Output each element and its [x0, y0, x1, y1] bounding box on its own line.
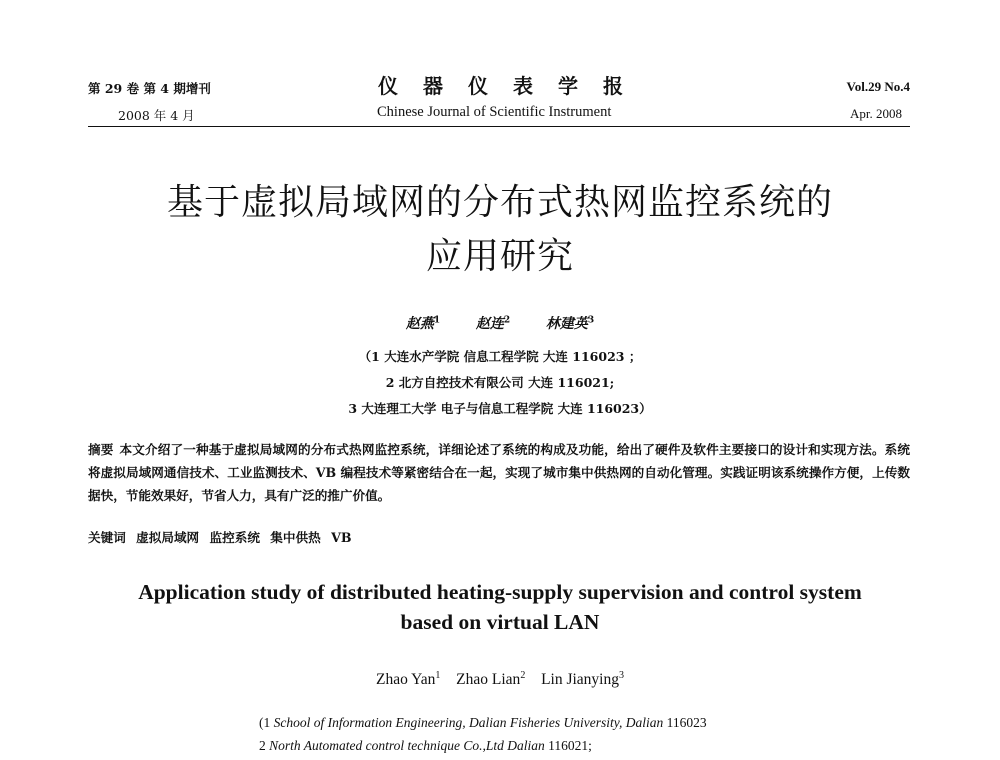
abstract-label: 摘要 [88, 442, 114, 457]
affiliation-cn-1: （1 大连水产学院 信息工程学院 大连 116023 ； [358, 349, 642, 364]
keywords-label: 关键词 [88, 530, 126, 545]
affiliation-cn-3: 3 大连理工大学 电子与信息工程学院 大连 116023） [348, 401, 652, 416]
date-cn: 2008 年 4 月 [118, 108, 195, 123]
title-en-line2: based on virtual LAN [400, 610, 600, 634]
author-en-3: Lin Jianying$^3$ [541, 670, 624, 689]
keyword-item: 集中供热 [270, 530, 321, 545]
journal-title-en: Chinese Journal of Scientific Instrument [377, 104, 612, 120]
title-en-line1: Application study of distributed heating-supply supervision and control system [138, 580, 862, 604]
authors-en [0, 670, 1000, 689]
keyword-item: 监控系统 [209, 530, 260, 545]
affiliation-cn-2: 2 北方自控技术有限公司 大连 116021; [385, 375, 615, 390]
title-cn-line1: 基于虚拟局域网的分布式热网监控系统的 [166, 182, 833, 223]
author-en-2: Zhao Lian$^2$ [456, 670, 526, 689]
volume-issue-en: Vol.29 No.4 [846, 79, 910, 94]
author-en-1: Zhao Yan$^1$ [376, 670, 441, 689]
authors-cn [0, 313, 1000, 333]
volume-issue-cn: 第 29 卷 第 4 期增刊 [88, 81, 211, 96]
keyword-item: 虚拟局域网 [136, 530, 200, 545]
abstract-text: 本文介绍了一种基于虚拟局域网的分布式热网监控系统，详细论述了系统的构成及功能，给出了硬件及软件主要接口的设计和实现方法。系统将虚拟局域网通信技术、工业监测技术、VB 编程技术等紧密结合在一起，实现了城市集中供热网的自动化管理。实践证明该系统操作方便，上传数据快，节能效果好，节省人力，具有广泛的推广价值。 [88, 442, 911, 503]
affiliation-en-1: (1 School of Information Engineering, Dalian Fisheries University, Dalian 116023 [259, 715, 707, 730]
abstract [88, 438, 910, 507]
author-cn-2: 赵连$^2$ [475, 315, 511, 332]
keyword-item: VB [331, 530, 352, 545]
journal-title-cn: 仪器仪表学报 [378, 74, 648, 98]
author-cn-1: 赵燕$^1$ [405, 315, 441, 332]
author-cn-3: 林建英$^3$ [545, 315, 595, 332]
header-rule [88, 126, 910, 127]
date-en: Apr. 2008 [850, 106, 902, 121]
affiliation-en-2: 2 North Automated control technique Co.,Ltd Dalian 116021; [259, 738, 592, 753]
title-cn-line2: 应用研究 [425, 236, 574, 277]
keywords [88, 527, 357, 546]
